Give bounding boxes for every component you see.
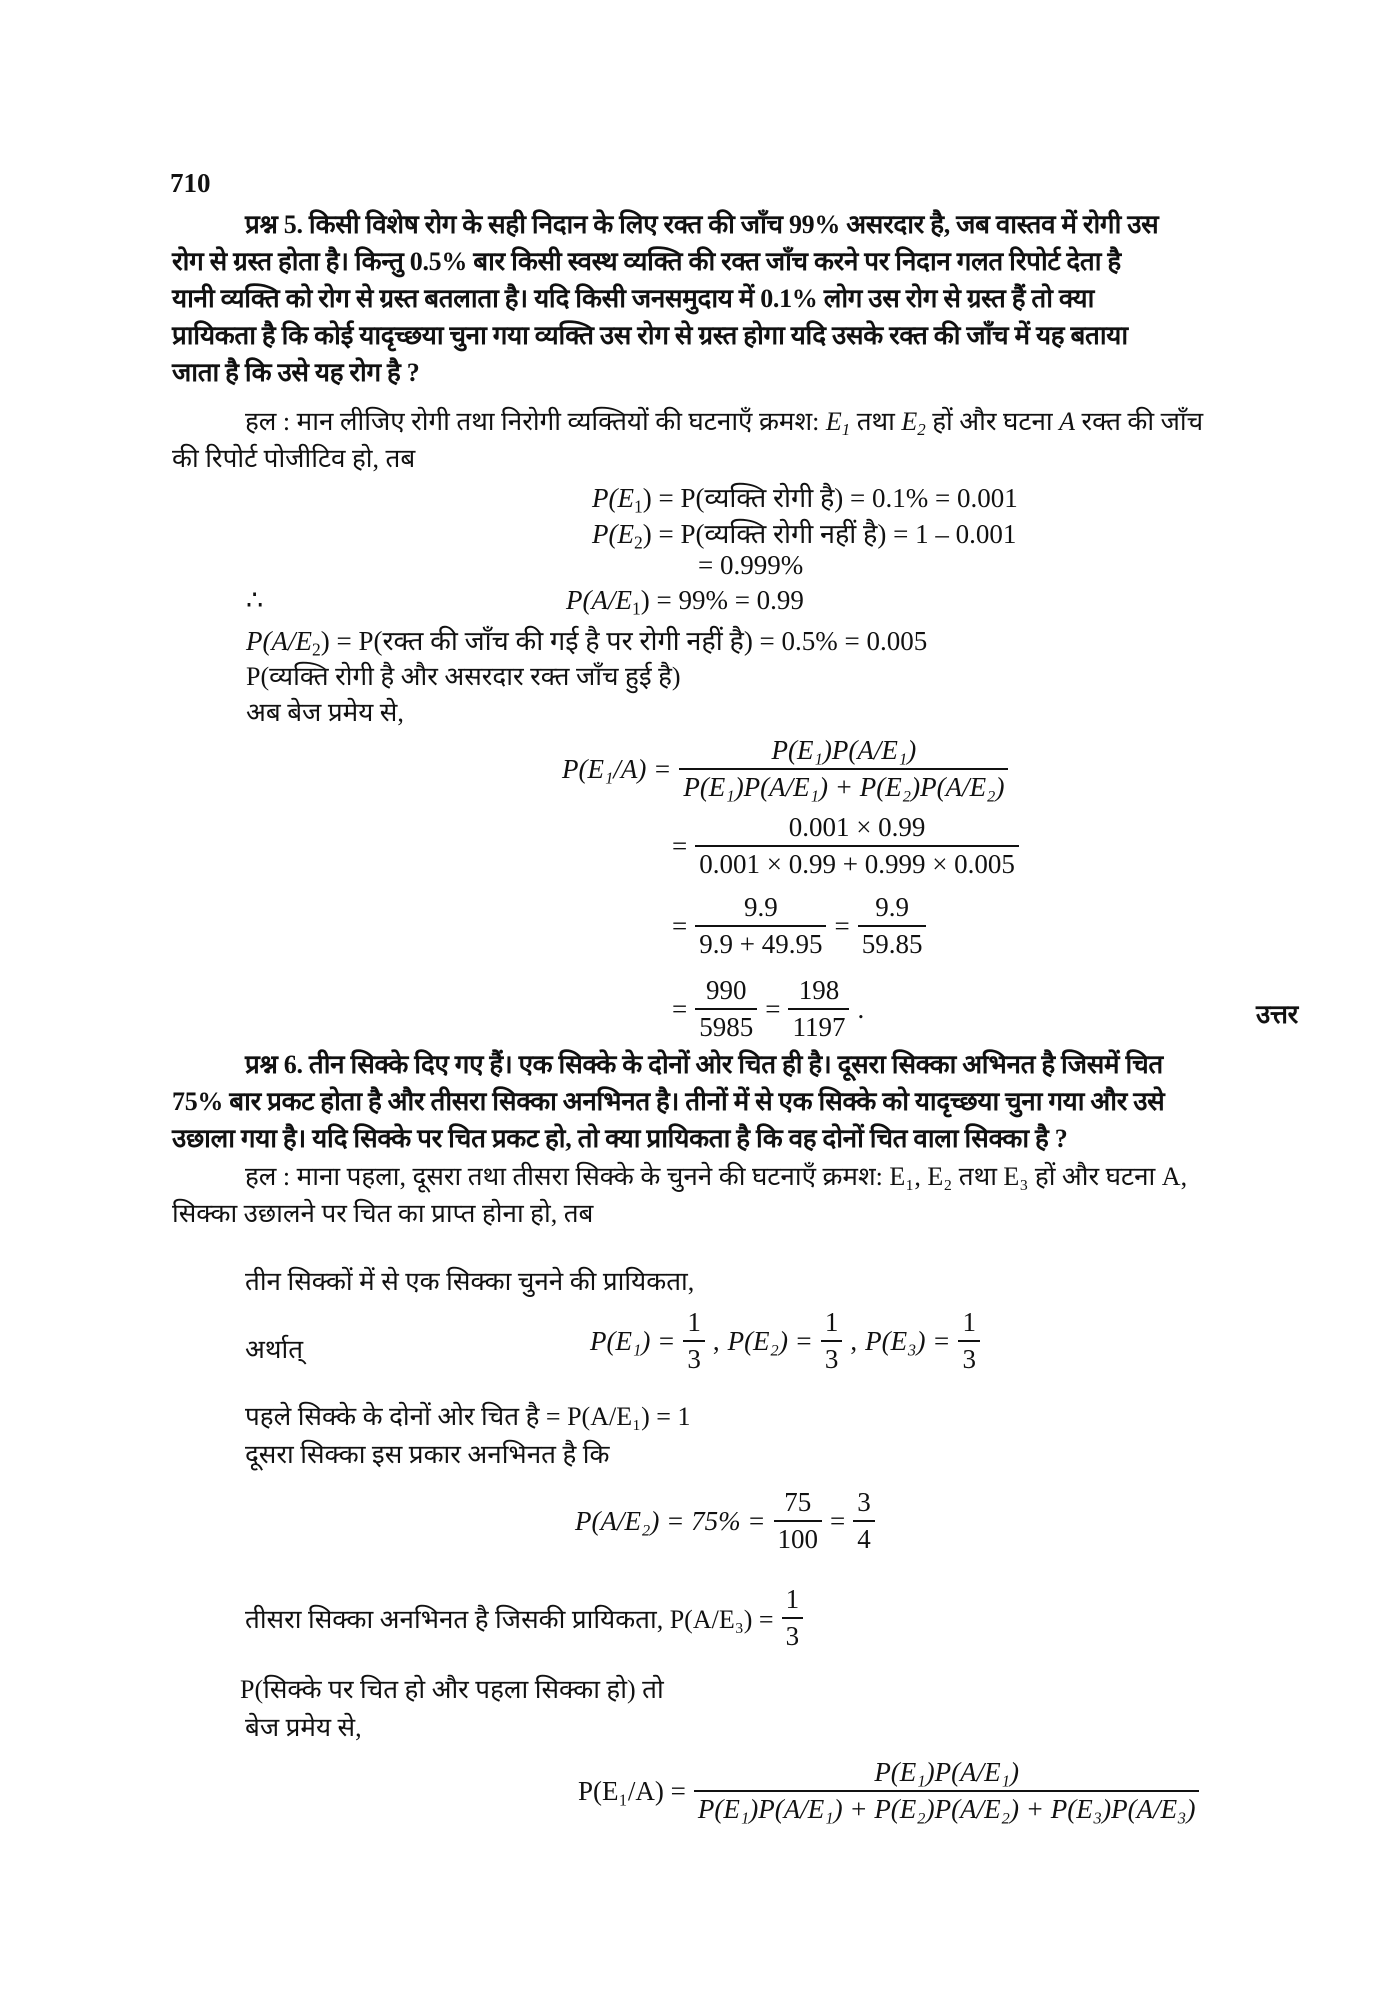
bayes-fraction: $\frac{\text{P(E₁)P(A/E₁)}}{\text{P(E₁)P(A/E₁) + P(E₂)P(A/E₂)}}$ [679,735,1008,803]
calc-step-2: = $\frac{9.9}{9.9 + 49.95}$ = $\frac{9.9}{59.85}$ [672,892,926,960]
solution-5-line-7: अब बेज प्रमेय से, [246,698,404,727]
solution-6-line-7: P(सिक्के पर चित हो और पहला सिक्का हो) तो [240,1675,664,1704]
q6-line-1: प्रश्न 6. तीन सिक्के दिए गए हैं। एक सिक्के के दोनों ओर चित ही है। दूसरा सिक्का अभिनत है जिसमें चित [245,1050,1163,1079]
solution-6-line-4: पहले सिक्के के दोनों ओर चित है = P(A/E₁) = 1 [245,1402,691,1431]
q5-line-4: प्रायिकता है कि कोई यादृच्छया चुना गया व्यक्ति उस रोग से ग्रस्त होगा यदि उसके रक्त की जाँच में यह बताया [172,321,1128,350]
page-number: 710 [170,168,211,198]
solution-5-intro: हल : मान लीजिए रोगी तथा निरोगी व्यक्तियों की घटनाएँ क्रमश: $E_1$ तथा $E_2$ हों और घटना A रक्त की जाँच [245,407,1204,440]
equation-p-e1: $P(E_1)$ = P(व्यक्ति रोगी है) = 0.1% = 0.001 [592,483,1018,517]
solution-6-line-1: हल : माना पहला, दूसरा तथा तीसरा सिक्के के चुनने की घटनाएँ क्रमश: E₁, E₂ तथा E₃ हों और घटना A, [245,1162,1188,1191]
equation-p-a-e2: $P(A/E_2)$ = P(रक्त की जाँच की गई है पर रोगी नहीं है) = 0.5% = 0.005 [246,626,928,660]
solution-6-line-3b: तीन सिक्कों में से एक सिक्का चुनने की प्रायिकता, [245,1267,695,1296]
q5-line-5: जाता है कि उसे यह रोग है ? [172,358,420,387]
equation-p-e2: $P(E_2)$ = P(व्यक्ति रोगी नहीं है) = 1 – 0.001 [592,519,1017,553]
q5-line-3: यानी व्यक्ति को रोग से ग्रस्त बतलाता है। यदि किसी जनसमुदाय में 0.1% लोग उस रोग से ग्रस्त हैं तो क्या [172,284,1094,313]
arthat-label: अर्थात् [245,1335,304,1364]
q5-line-2: रोग से ग्रस्त होता है। किन्तु 0.5% बार किसी स्वस्थ व्यक्ति की रक्त जाँच करने पर निदान गलत रिपोर्ट देता है [172,247,1121,276]
q6-line-3: उछाला गया है। यदि सिक्के पर चित प्रकट हो, तो क्या प्रायिकता है कि वह दोनों चित वाला सिक्का है ? [172,1124,1068,1153]
solution-6-line-8: बेज प्रमेय से, [245,1713,362,1742]
solution-6-line-5: दूसरा सिक्का इस प्रकार अनभिनत है कि [245,1440,610,1469]
therefore-symbol: ∴ [246,585,264,615]
equation-p-e2-result: = 0.999% [698,550,804,580]
q6-line-2: 75% बार प्रकट होता है और तीसरा सिक्का अनभिनत है। तीनों में से एक सिक्के को यादृच्छया चुना गया और उसे [172,1087,1165,1116]
equation-p-a-e1: $P(A/E_1) = 99\% = 0.99$ [566,585,804,619]
calc-step-1: = $\frac{0.001 \times 0.99}{0.001 \times 0.99 + 0.999 \times 0.005}$ [672,812,1019,880]
bayes-formula-q5: P(E₁/A) = $\frac{\text{P(E₁)P(A/E₁)}}{\text{P(E₁)P(A/E₁) + P(E₂)P(A/E₂)}}$ [562,735,1008,803]
q5-line-1: प्रश्न 5. किसी विशेष रोग के सही निदान के लिए रक्त की जाँच 99% असरदार है, जब वास्तव में रोगी उस [245,210,1159,239]
solution-5-intro-2: की रिपोर्ट पोजीटिव हो, तब [172,444,416,473]
equation-p-a-e3-coin: तीसरा सिक्का अनभिनत है जिसकी प्रायिकता, P(A/E₃) = $\frac{1}{3}$ [245,1584,803,1652]
equation-p-a-e2-coin: P(A/E₂) = 75% = $\frac{75}{100}$ = $\frac{3}{4}$ [575,1487,875,1555]
solution-5-line-6: P(व्यक्ति रोगी है और असरदार रक्त जाँच हुई है) [246,662,681,691]
solution-6-line-2: सिक्का उछालने पर चित का प्राप्त होना हो, तब [172,1199,594,1228]
priors-equation: P(E₁) = $\frac{1}{3}$ , P(E₂) = $\frac{1}{3}$ , P(E₃) = $\frac{1}{3}$ [590,1307,980,1375]
bayes-formula-q6: P(E₁/A) = $\frac{\text{P(E₁)P(A/E₁)}}{\text{P(E₁)P(A/E₁) + P(E₂)P(A/E₂) + P(E₃)P(A/E₃)}}$ [578,1757,1199,1825]
calc-step-3: = $\frac{990}{5985}$ = $\frac{198}{1197}$ . [672,975,865,1043]
answer-label: उत्तर [1256,1000,1298,1029]
